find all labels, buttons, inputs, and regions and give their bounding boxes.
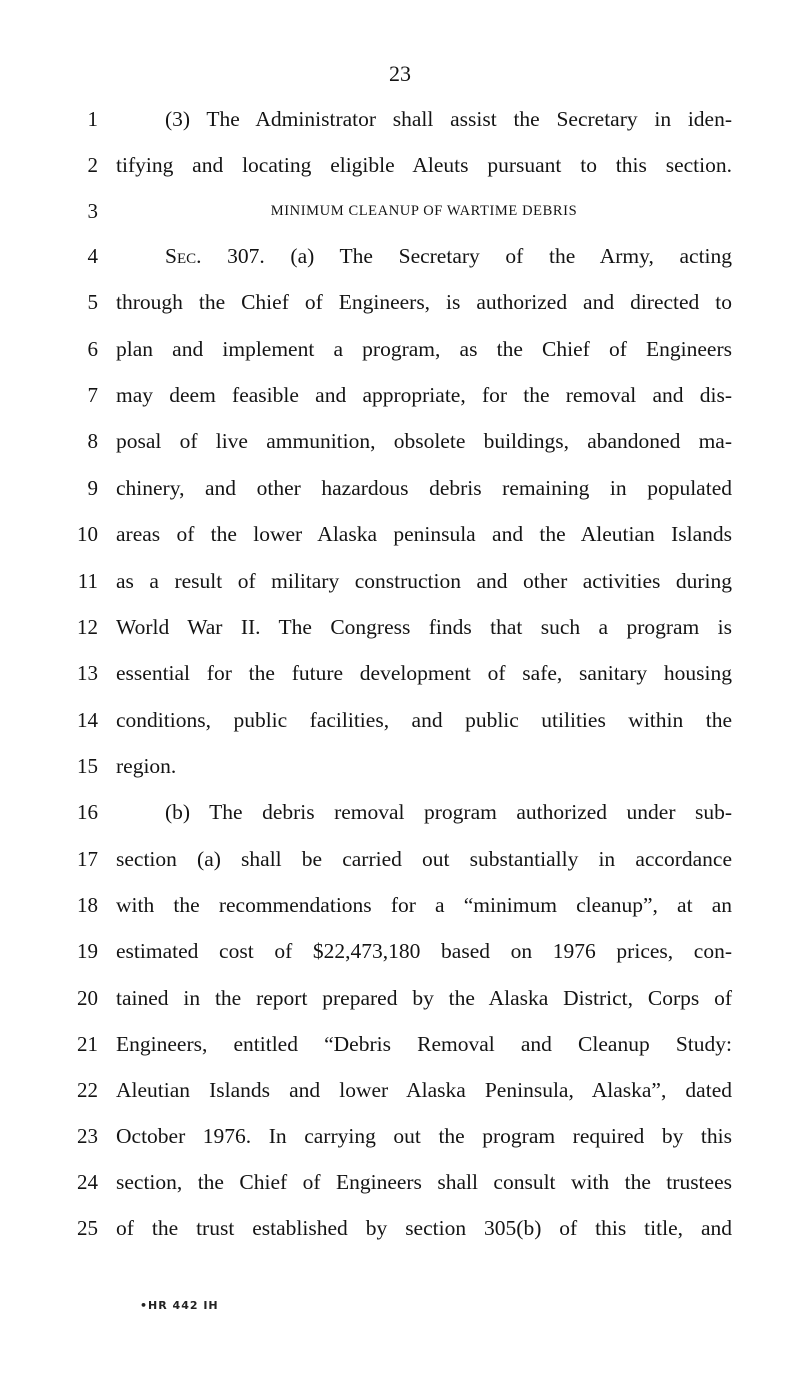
line-number: 21 <box>77 1032 98 1056</box>
line-text: chinery, and other hazardous debris remaining in populated <box>116 476 732 500</box>
line-text: conditions, public facilities, and public utilities within the <box>116 708 732 732</box>
line-text: essential for the future development of safe, sanitary housing <box>116 661 732 685</box>
text-line-17 <box>0 844 800 874</box>
line-text: tifying and locating eligible Aleuts pursuant to this section. <box>116 153 732 177</box>
line-number: 16 <box>77 800 98 824</box>
line-number: 5 <box>87 290 98 314</box>
line-text <box>165 241 732 271</box>
line-number: 14 <box>77 708 98 732</box>
text-line-21 <box>0 1029 800 1059</box>
text-line-25 <box>0 1213 800 1243</box>
text-line-8 <box>0 426 800 456</box>
line-number: 24 <box>77 1170 98 1194</box>
line-number: 3 <box>87 199 98 223</box>
text-line-16 <box>0 797 800 827</box>
line-text: (3) The Administrator shall assist the Secretary in iden- <box>165 107 732 131</box>
line-text: section (a) shall be carried out substantially in accordance <box>116 847 732 871</box>
line-number: 2 <box>87 153 98 177</box>
text-line-12 <box>0 612 800 642</box>
line-text: plan and implement a program, as the Chief of Engineers <box>116 337 732 361</box>
line-number: 22 <box>77 1078 98 1102</box>
line-number: 17 <box>77 847 98 871</box>
line-number: 7 <box>87 383 98 407</box>
section-label: Sec. <box>165 244 202 268</box>
line-number: 18 <box>77 893 98 917</box>
text-line-20 <box>0 983 800 1013</box>
text-line-23 <box>0 1121 800 1151</box>
text-line-13 <box>0 658 800 688</box>
text-line-7 <box>0 380 800 410</box>
line-number: 8 <box>87 429 98 453</box>
line-number: 20 <box>77 986 98 1010</box>
line-number: 10 <box>77 522 98 546</box>
text-line-1 <box>0 104 800 134</box>
line-text: (b) The debris removal program authorized under sub- <box>165 800 732 824</box>
line-text: section, the Chief of Engineers shall consult with the trustees <box>116 1170 732 1194</box>
text-line-15 <box>0 751 800 781</box>
line-number: 12 <box>77 615 98 639</box>
line-text: Aleutian Islands and lower Alaska Peninsula, Alaska”, dated <box>116 1078 732 1102</box>
text-line-5 <box>0 287 800 317</box>
line-text: estimated cost of $22,473,180 based on 1976 prices, con- <box>116 939 732 963</box>
line-number: 13 <box>77 661 98 685</box>
line-number: 4 <box>87 244 98 268</box>
line-number: 1 <box>87 107 98 131</box>
line-number: 15 <box>77 754 98 778</box>
text-line-11 <box>0 566 800 596</box>
text-line-24 <box>0 1167 800 1197</box>
text-line-18 <box>0 890 800 920</box>
section-heading: MINIMUM CLEANUP OF WARTIME DEBRIS <box>270 203 578 219</box>
line-text: region. <box>116 754 177 778</box>
line-number: 6 <box>87 337 98 361</box>
line-text: areas of the lower Alaska peninsula and the Aleutian Islands <box>116 522 732 546</box>
text-line-19 <box>0 936 800 966</box>
line-text: Engineers, entitled “Debris Removal and Cleanup Study: <box>116 1032 732 1056</box>
line-text: through the Chief of Engineers, is authorized and directed to <box>116 290 732 314</box>
line-text: October 1976. In carrying out the program required by this <box>116 1124 732 1148</box>
line-text: tained in the report prepared by the Alaska District, Corps of <box>116 986 732 1010</box>
line-text: may deem feasible and appropriate, for the removal and dis- <box>116 383 732 407</box>
text-line-2 <box>0 150 800 180</box>
text-line-4 <box>0 241 800 271</box>
page-number: 23 <box>389 61 411 86</box>
line-number: 9 <box>87 476 98 500</box>
text-line-6 <box>0 334 800 364</box>
text-line-22 <box>0 1075 800 1105</box>
line-text: as a result of military construction and other activities during <box>116 569 732 593</box>
text-line-14 <box>0 705 800 735</box>
text-line-3 <box>0 196 800 226</box>
text-line-10 <box>0 519 800 549</box>
line-number: 11 <box>77 569 98 593</box>
line-number: 19 <box>77 939 98 963</box>
line-text: with the recommendations for a “minimum cleanup”, at an <box>116 893 732 917</box>
line-text: posal of live ammunition, obsolete buildings, abandoned ma- <box>116 429 732 453</box>
line-text: of the trust established by section 305(b) of this title, and <box>116 1216 732 1240</box>
line-number: 23 <box>77 1124 98 1148</box>
text-line-9 <box>0 473 800 503</box>
section-text: 307. (a) The Secretary of the Army, acting <box>227 244 733 268</box>
line-text: World War II. The Congress finds that such a program is <box>116 615 732 639</box>
bill-identifier-footer: •HR 442 IH <box>140 1299 219 1312</box>
line-number: 25 <box>77 1216 98 1240</box>
